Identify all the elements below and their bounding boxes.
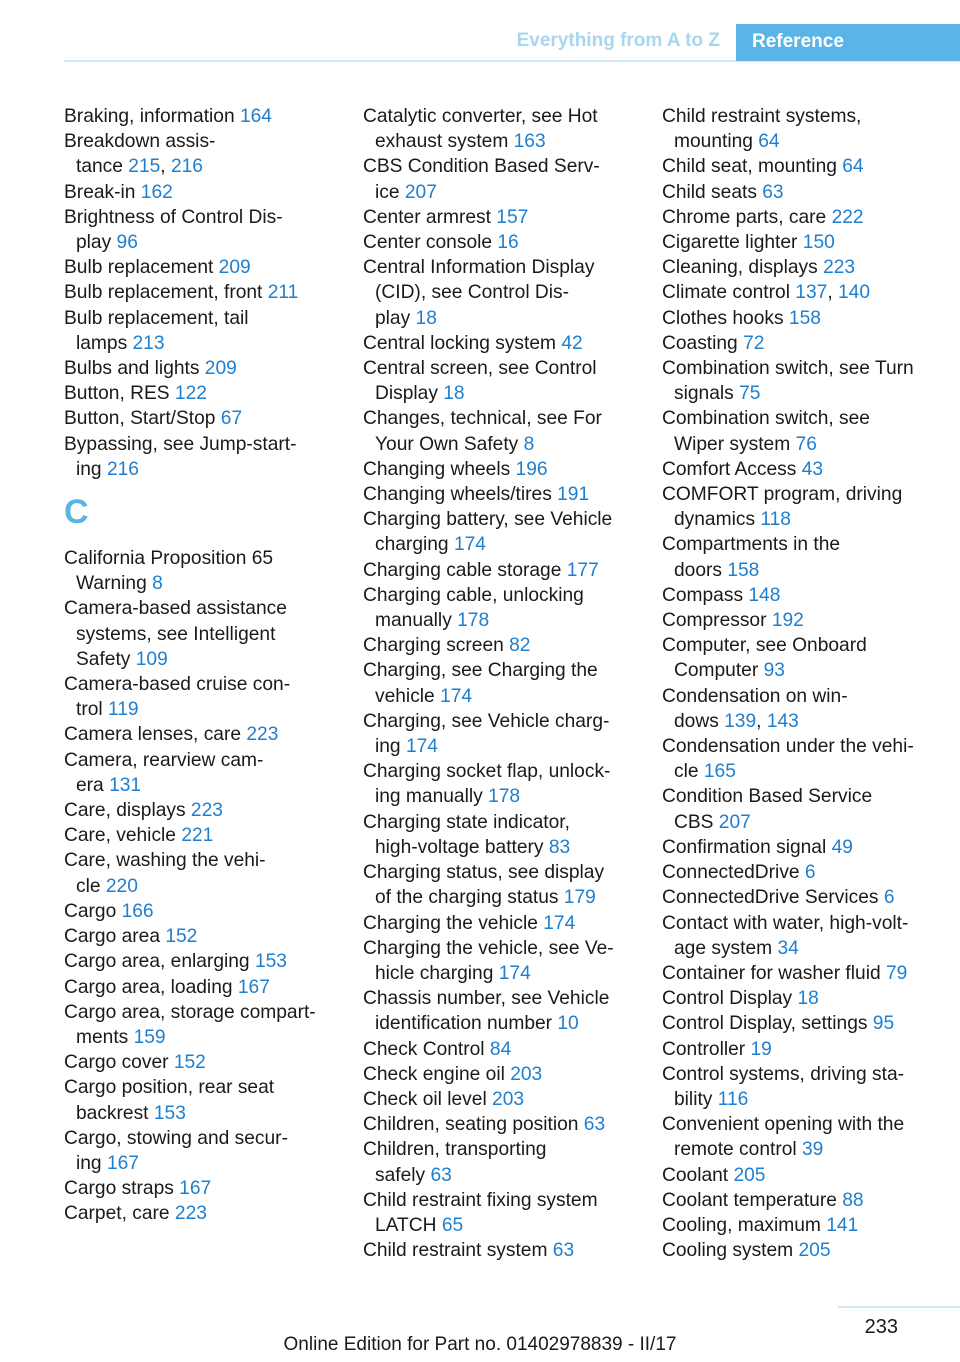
index-column-3 bbox=[662, 104, 932, 1263]
page-link[interactable]: 64 bbox=[842, 156, 864, 178]
index-entry: Cargo area, enlarging 153 bbox=[64, 951, 287, 973]
page-link[interactable]: 63 bbox=[552, 1240, 575, 1262]
index-entry: Cargo area, storage compart- ments 159 bbox=[64, 1001, 316, 1048]
page-link[interactable]: 63 bbox=[430, 1164, 452, 1186]
page-link[interactable]: 174 bbox=[543, 912, 576, 934]
page-link[interactable]: 83 bbox=[548, 836, 571, 858]
page-link[interactable]: 179 bbox=[563, 887, 596, 909]
page-link[interactable]: 157 bbox=[496, 206, 529, 228]
index-entry: Check engine oil 203 bbox=[363, 1063, 543, 1085]
index-entry: Charging, see Vehicle charg- ing 174 bbox=[363, 710, 610, 758]
page-link[interactable]: 63 bbox=[762, 181, 784, 203]
page-link[interactable]: 93 bbox=[763, 660, 785, 682]
index-entry: Brightness of Control Dis- play 96 bbox=[64, 206, 283, 254]
page-link[interactable]: 167 bbox=[237, 976, 270, 998]
reference-tab[interactable]: Reference bbox=[736, 24, 960, 61]
index-entry: Control systems, driving sta- bility 116 bbox=[662, 1063, 905, 1110]
page-link[interactable]: 63 bbox=[583, 1114, 606, 1136]
page-link[interactable]: 174 bbox=[440, 685, 473, 707]
index-entry: Cargo, stowing and secur- ing 167 bbox=[64, 1127, 288, 1174]
page-link[interactable]: 119 bbox=[108, 699, 139, 721]
page-link[interactable]: 16 bbox=[497, 232, 519, 254]
index-entry: Cargo area, loading 167 bbox=[64, 976, 270, 998]
index-entry: Button, Start/Stop 67 bbox=[64, 408, 243, 430]
page-link[interactable]: 222 bbox=[831, 206, 864, 228]
index-entry: Coolant 205 bbox=[662, 1164, 766, 1186]
index-entry: Computer, see Onboard Computer 93 bbox=[662, 635, 867, 682]
index-entry: Cargo area 152 bbox=[64, 926, 198, 948]
index-column-2 bbox=[363, 104, 631, 1263]
index-entry: Climate control 137, 140 bbox=[662, 282, 870, 304]
page-link[interactable]: 116 bbox=[717, 1088, 749, 1110]
index-entry: Compartments in the doors 158 bbox=[662, 534, 841, 581]
index-entry: Coolant temperature 88 bbox=[662, 1189, 864, 1211]
page-link[interactable]: 6 bbox=[883, 887, 895, 909]
index-entry: Clothes hooks 158 bbox=[662, 307, 821, 329]
index-entry: Charging socket flap, unlock- ing manually 178 bbox=[363, 761, 611, 808]
index-entry: Camera-based assistance systems, see Intelligent Safety 109 bbox=[64, 598, 287, 670]
page-link[interactable]: 215 bbox=[128, 156, 161, 178]
index-entry: Bulb replacement, front 211 bbox=[64, 282, 299, 304]
page-link[interactable]: 137 bbox=[795, 282, 828, 304]
index-entry: Braking, information 164 bbox=[64, 106, 272, 127]
page-link[interactable]: 96 bbox=[116, 232, 138, 254]
page-link[interactable]: 192 bbox=[771, 610, 804, 632]
index-entry: Charging cable, unlocking manually 178 bbox=[363, 584, 584, 632]
index-entry: Cargo cover 152 bbox=[64, 1052, 206, 1074]
page-link[interactable]: 207 bbox=[404, 181, 437, 203]
index-entry: Charging, see Charging the vehicle 174 bbox=[363, 660, 598, 707]
page-link[interactable]: 158 bbox=[727, 559, 760, 581]
index-entry: COMFORT program, driving dynamics 118 bbox=[662, 484, 903, 531]
page-link[interactable]: 143 bbox=[766, 710, 799, 732]
index-entry: Comfort Access 43 bbox=[662, 458, 824, 480]
index-entry: Cigarette lighter 150 bbox=[662, 232, 835, 254]
index-entry: Control Display, settings 95 bbox=[662, 1013, 895, 1035]
page-link[interactable]: 174 bbox=[405, 736, 438, 758]
index-column-1 bbox=[64, 104, 332, 1227]
page-link[interactable]: 167 bbox=[106, 1152, 139, 1174]
page-link[interactable]: 122 bbox=[174, 383, 207, 405]
index-entry: Care, displays 223 bbox=[64, 800, 223, 822]
index-entry: Charging screen 82 bbox=[363, 635, 531, 657]
page-link[interactable]: 152 bbox=[173, 1052, 206, 1074]
index-entry: Charging the vehicle, see Ve- hicle charging 174 bbox=[363, 937, 614, 984]
index-entry: Changing wheels 196 bbox=[363, 458, 548, 480]
page-link[interactable]: 163 bbox=[513, 131, 546, 153]
page-link[interactable]: 205 bbox=[733, 1164, 766, 1186]
page-link[interactable]: 165 bbox=[703, 761, 736, 783]
page-link[interactable]: 174 bbox=[453, 534, 486, 556]
index-entry: Break-in 162 bbox=[64, 181, 173, 203]
index-entry: Care, washing the vehi- cle 220 bbox=[64, 850, 266, 897]
page-link[interactable]: 43 bbox=[801, 458, 824, 480]
page-link[interactable]: 79 bbox=[885, 962, 908, 984]
page-link[interactable]: 64 bbox=[758, 131, 780, 153]
page-link[interactable]: 141 bbox=[826, 1214, 859, 1236]
page-link[interactable]: 153 bbox=[254, 951, 287, 973]
index-entry: Bulbs and lights 209 bbox=[64, 358, 237, 380]
index-entry: Children, seating position 63 bbox=[363, 1114, 606, 1136]
index-entry: Container for washer fluid 79 bbox=[662, 962, 908, 984]
page-link[interactable]: 166 bbox=[121, 900, 154, 922]
index-entry: Center console 16 bbox=[363, 232, 519, 254]
index-entry: Confirmation signal 49 bbox=[662, 836, 853, 858]
index-entry: Convenient opening with the remote control 39 bbox=[662, 1114, 905, 1161]
index-entry: Chrome parts, care 222 bbox=[662, 206, 864, 228]
index-entry: Changing wheels/tires 191 bbox=[363, 484, 590, 506]
page-link[interactable]: 213 bbox=[132, 332, 165, 354]
index-entry: Center armrest 157 bbox=[363, 206, 529, 228]
page-link[interactable]: 150 bbox=[802, 232, 835, 254]
page-link[interactable]: 164 bbox=[239, 106, 272, 127]
page-link[interactable]: 220 bbox=[105, 875, 138, 897]
page-link[interactable]: 216 bbox=[170, 156, 203, 178]
index-entry: Changes, technical, see For Your Own Safety 8 bbox=[363, 408, 602, 455]
index-entry: Combination switch, see Wiper system 76 bbox=[662, 408, 870, 455]
page-link[interactable]: 223 bbox=[190, 800, 223, 822]
index-entry: Cooling system 205 bbox=[662, 1240, 831, 1262]
page-link[interactable]: 140 bbox=[837, 282, 870, 304]
page-link[interactable]: 174 bbox=[498, 962, 531, 984]
index-entry: California Proposition 65 Warning 8 bbox=[64, 548, 274, 595]
page-link[interactable]: 8 bbox=[523, 433, 535, 455]
index-letter-heading: C bbox=[64, 493, 89, 532]
index-entry: Charging status, see display of the charging status 179 bbox=[363, 862, 605, 909]
page-link[interactable]: 65 bbox=[441, 1214, 464, 1236]
page-link[interactable]: 95 bbox=[872, 1013, 895, 1035]
page-link[interactable]: 75 bbox=[739, 383, 761, 405]
page-link[interactable]: 67 bbox=[220, 408, 243, 430]
index-entry: Child restraint systems, mounting 64 bbox=[662, 106, 862, 153]
index-entry: Condition Based Service CBS 207 bbox=[662, 786, 873, 833]
index-entry: Charging state indicator, high-voltage battery 83 bbox=[363, 811, 571, 858]
page-link[interactable]: 216 bbox=[106, 458, 139, 480]
page-link[interactable]: 152 bbox=[165, 926, 198, 948]
page-link[interactable]: 196 bbox=[515, 458, 548, 480]
index-entry: Child seats 63 bbox=[662, 181, 784, 203]
page-link[interactable]: 223 bbox=[823, 257, 856, 279]
page-link[interactable]: 167 bbox=[179, 1178, 212, 1200]
page-link[interactable]: 10 bbox=[557, 1013, 579, 1035]
page-link[interactable]: 19 bbox=[750, 1038, 772, 1060]
index-entry: Combination switch, see Turn signals 75 bbox=[662, 358, 914, 405]
index-entry: Child seat, mounting 64 bbox=[662, 156, 864, 178]
page-link[interactable]: 8 bbox=[152, 573, 163, 595]
index-entry: Central locking system 42 bbox=[363, 332, 583, 354]
index-entry: Contact with water, high-volt- age system 34 bbox=[662, 912, 909, 959]
index-entry: ConnectedDrive Services 6 bbox=[662, 887, 895, 909]
index-entry: Control Display 18 bbox=[662, 988, 819, 1010]
index-entry: Check Control 84 bbox=[363, 1038, 512, 1060]
index-entry: Cargo 166 bbox=[64, 900, 154, 922]
page-link[interactable]: 178 bbox=[488, 786, 521, 808]
page-link[interactable]: 203 bbox=[510, 1063, 543, 1085]
index-entry: Children, transporting safely 63 bbox=[363, 1139, 547, 1186]
index-entry: Camera, rearview cam- era 131 bbox=[64, 749, 264, 796]
index-entry: Cargo straps 167 bbox=[64, 1178, 212, 1200]
index-entry: Chassis number, see Vehicle identification number 10 bbox=[363, 988, 610, 1035]
page-link[interactable]: 148 bbox=[748, 584, 781, 606]
page-link[interactable]: 203 bbox=[492, 1088, 525, 1110]
index-entry: CBS Condition Based Serv- ice 207 bbox=[363, 156, 600, 203]
page-link[interactable]: 72 bbox=[743, 332, 765, 354]
index-entry: Cooling, maximum 141 bbox=[662, 1214, 859, 1236]
index-entry: Cleaning, displays 223 bbox=[662, 257, 856, 279]
page-link[interactable]: 221 bbox=[181, 825, 214, 847]
index-entry: Charging cable storage 177 bbox=[363, 559, 599, 581]
index-entry: Controller 19 bbox=[662, 1038, 772, 1060]
page-number: 233 bbox=[864, 1316, 898, 1338]
page-link[interactable]: 211 bbox=[267, 282, 299, 304]
page-link[interactable]: 82 bbox=[509, 635, 531, 657]
index-entry: Breakdown assis- tance 215, 216 bbox=[64, 131, 216, 178]
page-link[interactable]: 18 bbox=[415, 307, 437, 329]
index-entry: Child restraint system 63 bbox=[363, 1240, 575, 1262]
edition-footer: Online Edition for Part no. 01402978839 - II/17 bbox=[283, 1334, 677, 1355]
index-entry: Coasting 72 bbox=[662, 332, 765, 354]
page-link[interactable]: 6 bbox=[804, 862, 816, 884]
index-entry: Charging the vehicle 174 bbox=[363, 912, 576, 934]
index-entry: Condensation under the vehi- cle 165 bbox=[662, 736, 914, 783]
index-entry: Central screen, see Control Display 18 bbox=[363, 358, 597, 405]
index-entry: Carpet, care 223 bbox=[64, 1203, 207, 1225]
page-link[interactable]: 139 bbox=[724, 710, 757, 732]
index-entry: Child restraint fixing system LATCH 65 bbox=[363, 1189, 598, 1236]
page-link[interactable]: 191 bbox=[557, 484, 590, 506]
index-entry: Bypassing, see Jump-start- ing 216 bbox=[64, 433, 297, 480]
index-entry: Bulb replacement, tail lamps 213 bbox=[64, 307, 249, 354]
page-link[interactable]: 76 bbox=[795, 433, 817, 455]
index-entry: ConnectedDrive 6 bbox=[662, 862, 816, 884]
page-link[interactable]: 84 bbox=[489, 1038, 512, 1060]
index-entry: Button, RES 122 bbox=[64, 383, 207, 405]
index-entry: Central Information Display (CID), see Control Dis- play 18 bbox=[363, 257, 595, 329]
page-link[interactable]: 34 bbox=[777, 937, 799, 959]
page-link[interactable]: 49 bbox=[831, 836, 853, 858]
page-link[interactable]: 207 bbox=[718, 811, 751, 833]
page-link[interactable]: 209 bbox=[218, 257, 251, 279]
page-link[interactable]: 159 bbox=[133, 1026, 166, 1048]
page-link[interactable]: 42 bbox=[561, 332, 583, 354]
page-link[interactable]: 209 bbox=[204, 358, 237, 380]
index-entry: Care, vehicle 221 bbox=[64, 825, 214, 847]
index-entry: Compressor 192 bbox=[662, 610, 804, 632]
page-link[interactable]: 158 bbox=[788, 307, 821, 329]
page-link[interactable]: 178 bbox=[457, 610, 490, 632]
page-link[interactable]: 39 bbox=[801, 1139, 824, 1161]
page-link[interactable]: 118 bbox=[760, 509, 791, 531]
index-entry: Compass 148 bbox=[662, 584, 781, 606]
index-entry: Condensation on win- dows 139, 143 bbox=[662, 685, 848, 732]
index-entry: Cargo position, rear seat backrest 153 bbox=[64, 1077, 275, 1124]
page-link[interactable]: 131 bbox=[109, 774, 142, 796]
page-link[interactable]: 162 bbox=[140, 181, 173, 203]
page-link[interactable]: 18 bbox=[797, 988, 819, 1010]
index-entry: Charging battery, see Vehicle charging 174 bbox=[363, 509, 613, 556]
index-entry: Catalytic converter, see Hot exhaust system 163 bbox=[363, 106, 598, 153]
page-link[interactable]: 88 bbox=[842, 1189, 864, 1211]
page-link[interactable]: 18 bbox=[443, 383, 465, 405]
index-entry: Camera-based cruise con- trol 119 bbox=[64, 674, 291, 721]
index-entry: Camera lenses, care 223 bbox=[64, 724, 279, 746]
page-link[interactable]: 153 bbox=[153, 1102, 186, 1124]
page-link[interactable]: 109 bbox=[135, 648, 168, 670]
page-link[interactable]: 223 bbox=[246, 724, 279, 746]
index-entry: Bulb replacement 209 bbox=[64, 257, 251, 279]
section-title: Everything from A to Z bbox=[516, 30, 720, 51]
footer-rule bbox=[838, 1306, 960, 1308]
page-link[interactable]: 177 bbox=[566, 559, 599, 581]
page-link[interactable]: 223 bbox=[174, 1203, 207, 1225]
page-link[interactable]: 205 bbox=[798, 1240, 831, 1262]
index-entry: Check oil level 203 bbox=[363, 1088, 525, 1110]
